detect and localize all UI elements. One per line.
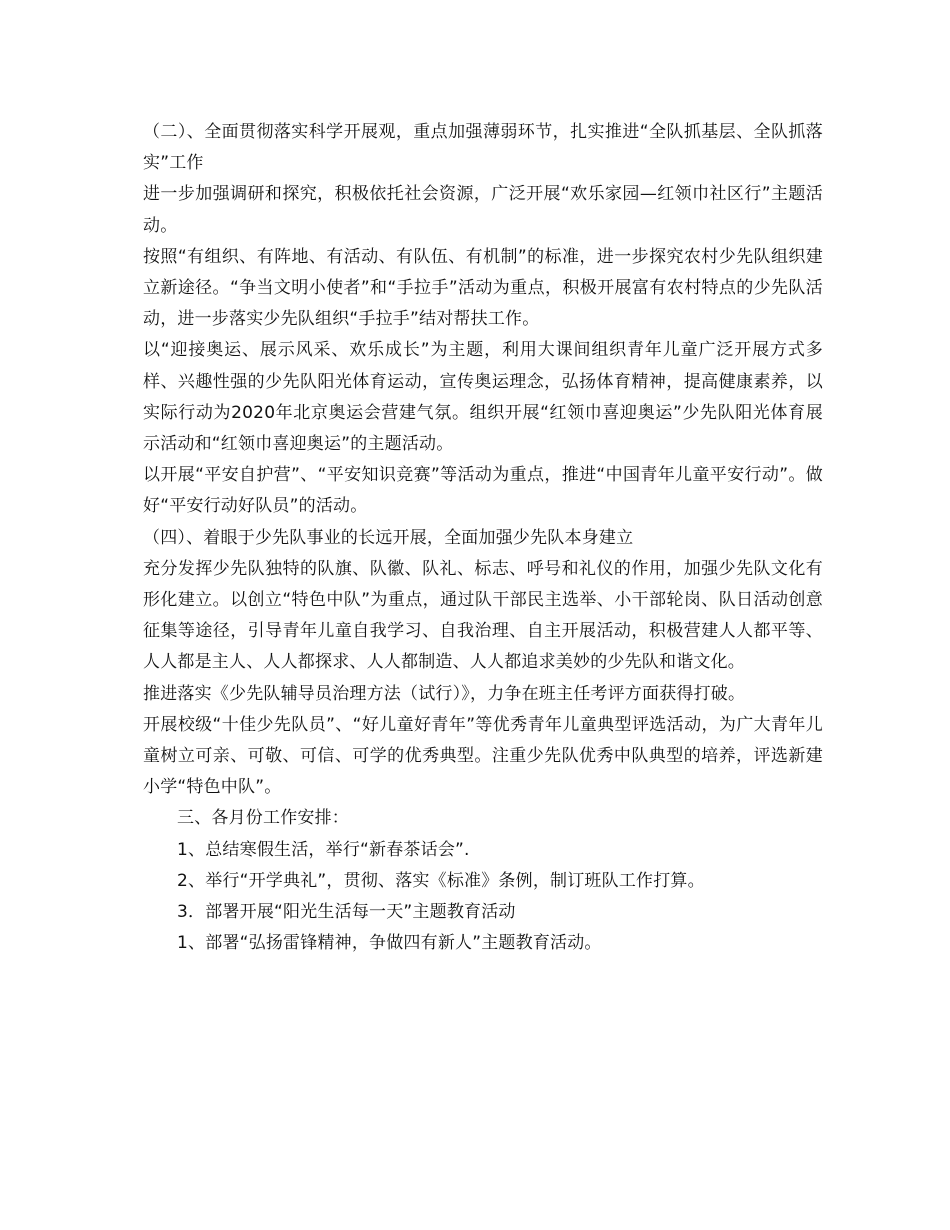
section-heading-two: （二）、全面贯彻落实科学开展观，重点加强薄弱环节，扎实推进“全队抓基层、全队抓落实”工作 bbox=[143, 122, 823, 174]
paragraph: 以开展“平安自护营”、“平安知识竞赛”等活动为重点，推进“中国青年儿童平安行动”。做好“平安行动好队员”的活动。 bbox=[143, 465, 823, 517]
document-body bbox=[143, 117, 823, 959]
list-item: 1、部署“弘扬雷锋精神，争做四有新人”主题教育活动。 bbox=[177, 933, 602, 954]
paragraph: 以“迎接奥运、展示风采、欢乐成长”为主题，利用大课间组织青年儿童广泛开展方式多样、兴趣性强的少先队阳光体育运动，宣传奥运理念，弘扬体育精神，提高健康素养，以实际行动为2020年北京奥运会营建气氛。组织开展“红领巾喜迎奥运”少先队阳光体育展示活动和“红领巾喜迎奥运”的主题活动。 bbox=[143, 340, 823, 455]
paragraph: 开展校级“十佳少先队员”、“好儿童好青年”等优秀青年儿童典型评选活动，为广大青年儿童树立可亲、可敬、可信、可学的优秀典型。注重少先队优秀中队典型的培养，评选新建小学“特色中队”。 bbox=[143, 714, 823, 798]
list-item: 2、举行“开学典礼”，贯彻、落实《标准》条例，制订班队工作打算。 bbox=[177, 870, 705, 891]
list-item: 1、总结寒假生活，举行“新春茶话会”. bbox=[177, 839, 470, 860]
paragraph: 充分发挥少先队独特的队旗、队徽、队礼、标志、呼号和礼仪的作用，加强少先队文化有形化建立。以创立“特色中队”为重点，通过队干部民主选举、小干部轮岗、队日活动创意征集等途径，引导青年儿童自我学习、自我治理、自主开展活动，积极营建人人都平等、人人都是主人、人人都探求、人人都制造、人人都追求美妙的少先队和谐文化。 bbox=[143, 558, 823, 673]
list-item: 3．部署开展“阳光生活每一天”主题教育活动 bbox=[177, 902, 516, 923]
paragraph: 推进落实《少先队辅导员治理方法（试行）》，力争在班主任考评方面获得打破。 bbox=[143, 683, 746, 704]
paragraph: 进一步加强调研和探究，积极依托社会资源，广泛开展“欢乐家园—红领巾社区行”主题活动。 bbox=[143, 184, 823, 236]
section-heading-four: （四）、着眼于少先队事业的长远开展，全面加强少先队本身建立 bbox=[143, 527, 634, 548]
paragraph: 按照“有组织、有阵地、有活动、有队伍、有机制”的标准，进一步探究农村少先队组织建立新途径。“争当文明小使者”和“手拉手”活动为重点，积极开展富有农村特点的少先队活动，进一步落实少先队组织“手拉手”结对帮扶工作。 bbox=[143, 246, 823, 330]
section-heading-three: 三、各月份工作安排： bbox=[177, 808, 349, 829]
